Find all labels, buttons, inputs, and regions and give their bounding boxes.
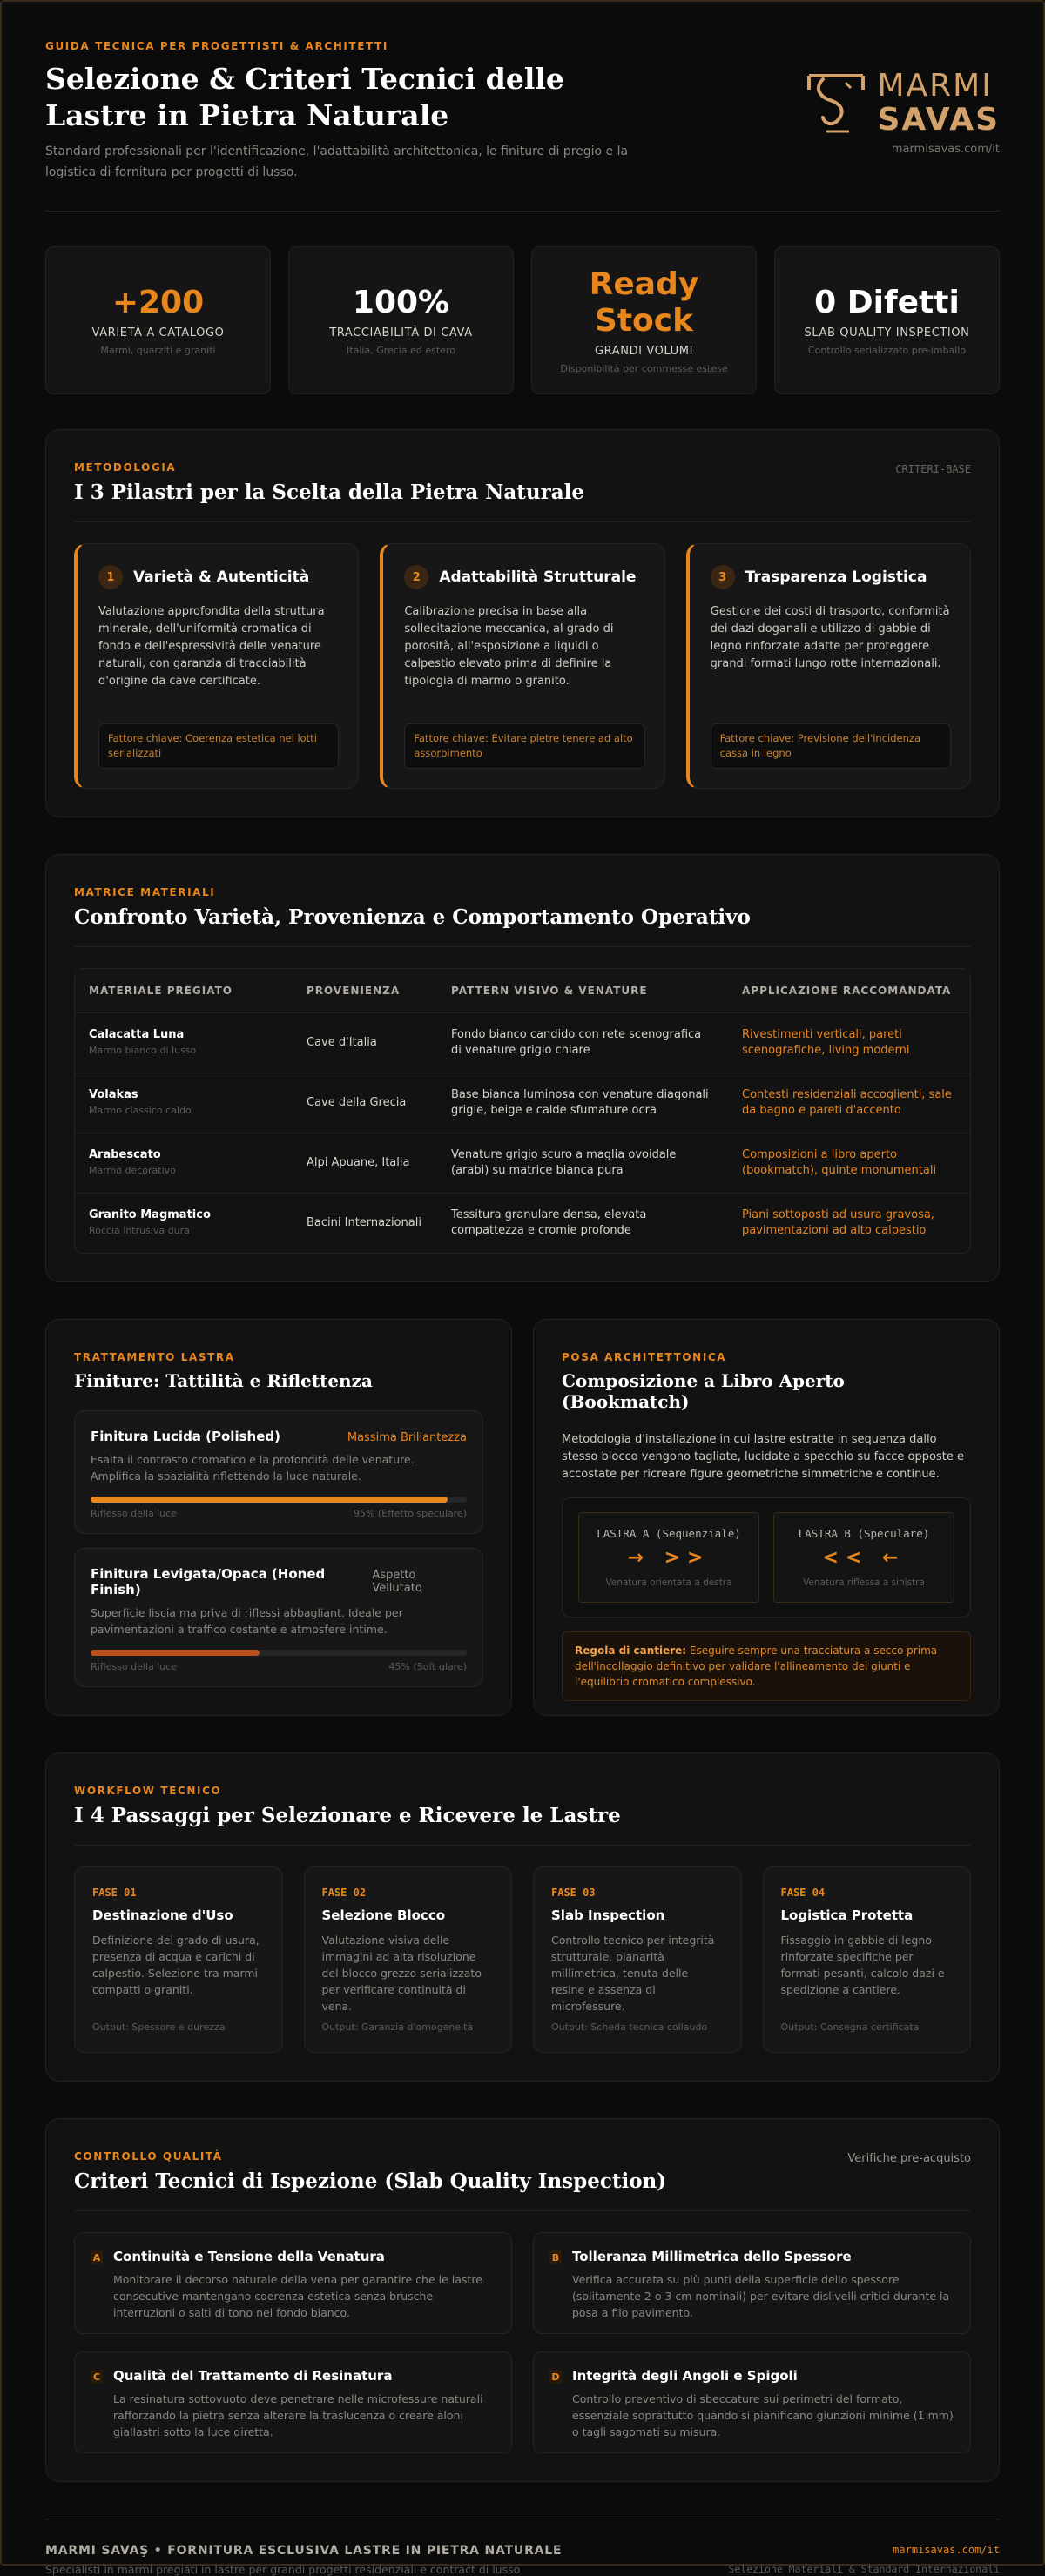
matrix-panel <box>45 854 1000 1282</box>
qc-letter: B <box>549 2250 562 2264</box>
material-sub: Roccia intrusiva dura <box>89 1225 190 1236</box>
header-eyebrow: GUIDA TECNICA PER PROGETTISTI & ARCHITETTI <box>45 40 388 52</box>
site-rule-label: Regola di cantiere: <box>575 1644 687 1657</box>
reflectance-bar-fill <box>91 1650 260 1656</box>
phase-output: Output: Spessore e durezza <box>92 2021 226 2033</box>
table-header-row <box>75 969 970 1013</box>
column-header: APPLICAZIONE RACCOMANDATA <box>728 969 970 1013</box>
phase-output: Output: Garanzia d'omogeneità <box>321 2021 474 2033</box>
stat-label: SLAB QUALITY INSPECTION <box>804 326 970 340</box>
column-header: MATERIALE PREGIATO <box>75 969 293 1013</box>
phase-text: Fissaggio in gabbie di legno rinforzate specifiche per formati pesanti, calcolo dazi e spedizione a cantiere. <box>780 1934 945 1996</box>
pillar-number: 1 <box>98 565 123 589</box>
stat-card <box>531 246 757 394</box>
qc-item-text: Monitorare il decorso naturale della vena per garantire che le lastre consecutive mantengano coerenza estetica senza brusche interruzioni o salti di tono nel fondo bianco. <box>113 2273 482 2319</box>
reflectance-bar-fill <box>91 1497 448 1503</box>
finish-head <box>91 1566 467 1597</box>
origin-cell: Cave della Grecia <box>293 1073 437 1133</box>
pillar-key-factor: Fattore chiave: Coerenza estetica nei lotti serializzati <box>98 723 339 769</box>
footer <box>45 2544 1000 2576</box>
pillar-head <box>404 565 644 589</box>
phase-output: Output: Scheda tecnica collaudo <box>551 2021 708 2033</box>
site-rule-note <box>562 1631 971 1701</box>
footer-brand: MARMI SAVAŞ • FORNITURA ESCLUSIVA LASTRE IN PIETRA NATURALE <box>45 2544 563 2558</box>
qc-item-text: Controllo preventivo di sbeccature sui perimetri del formato, essenziale soprattutto quando si pianificano giunzioni minime (1 mm) o tagli sagomati su misura. <box>572 2392 954 2438</box>
phase-card <box>763 1866 972 2053</box>
finishes-panel <box>45 1319 512 1716</box>
pillar-number: 2 <box>404 565 428 589</box>
origin-cell: Bacini Internazionali <box>293 1194 437 1254</box>
pillars-eyebrow: METODOLOGIA <box>74 461 177 474</box>
stat-label: GRANDI VOLUMI <box>594 345 694 358</box>
bookmatch-eyebrow: POSA ARCHITETTONICA <box>562 1351 727 1363</box>
pillars-panel <box>45 429 1000 817</box>
pillar-title: Varietà & Autenticità <box>133 568 310 586</box>
finish-title: Finitura Lucida (Polished) <box>91 1429 280 1444</box>
pattern-cell: Venature grigio scuro a maglia ovoidale (arabi) su matrice bianca pura <box>437 1133 728 1194</box>
phase-title: Selezione Blocco <box>321 1907 446 1923</box>
stat-card <box>774 246 1000 394</box>
phase-title: Destinazione d'Uso <box>92 1907 233 1923</box>
material-name: Granito Magmatico <box>89 1208 211 1221</box>
qc-head <box>74 2150 971 2193</box>
slab-label: LASTRA A (Sequenziale) <box>597 1527 741 1540</box>
qc-card <box>74 2232 512 2334</box>
brand-logo[interactable] <box>806 70 1000 156</box>
application-cell: Composizioni a libro aperto (bookmatch), quinte monumentali <box>728 1133 970 1194</box>
bar-label: Riflesso della luce <box>91 1661 178 1672</box>
table-row <box>75 1194 970 1254</box>
qc-item-text: La resinatura sottovuoto deve penetrare nelle microfessure naturali rafforzando la pietra senza alterare la traslucenza o creare aloni giallastri sotto la luce diretta. <box>113 2392 483 2438</box>
material-sub: Marmo decorativo <box>89 1165 176 1176</box>
qc-card <box>74 2351 512 2453</box>
material-name: Calacatta Luna <box>89 1028 185 1041</box>
logo-row <box>806 70 1000 138</box>
finishes-eyebrow: TRATTAMENTO LASTRA <box>74 1351 235 1363</box>
panel-divider <box>74 2210 971 2211</box>
pillars-list <box>74 543 971 789</box>
bookmatch-title: Composizione a Libro Aperto (Bookmatch) <box>562 1370 845 1412</box>
material-name: Arabescato <box>89 1148 161 1161</box>
finish-head <box>91 1429 467 1444</box>
phase-label: FASE 03 <box>551 1887 596 1899</box>
column-header: PATTERN VISIVO & VENATURE <box>437 969 728 1013</box>
qc-item-title: Qualità del Trattamento di Resinatura <box>113 2368 393 2384</box>
pattern-cell: Tessitura granulare densa, elevata compattezza e cromie profonde <box>437 1194 728 1254</box>
origin-cell: Cave d'Italia <box>293 1013 437 1073</box>
finish-card <box>74 1410 483 1534</box>
bookmatch-diagram <box>562 1497 971 1618</box>
bookmatch-panel <box>533 1319 1000 1716</box>
material-cell <box>75 1133 293 1194</box>
qc-item-title: Continuità e Tensione della Venatura <box>113 2249 385 2264</box>
qc-grid <box>74 2232 971 2453</box>
bar-value-label: 45% (Soft glare) <box>388 1661 467 1672</box>
stat-sub: Italia, Grecia ed estero <box>347 345 455 356</box>
qc-card <box>533 2232 971 2334</box>
pillar-card <box>380 543 664 789</box>
bar-labels <box>91 1661 467 1672</box>
material-sub: Marmo bianco di lusso <box>89 1045 197 1056</box>
pillar-key-factor: Fattore chiave: Previsione dell'incidenza cassa in legno <box>711 723 951 769</box>
panel-divider <box>74 1845 971 1846</box>
header-divider <box>45 211 1000 212</box>
phase-label: FASE 02 <box>321 1887 367 1899</box>
phase-card <box>533 1866 742 2053</box>
qc-item-text: Verifica accurata su più punti della superficie dello spessore (solitamente 2 o 3 cm nominali) per evitare dislivelli critici durante la posa a filo pavimento. <box>572 2273 950 2319</box>
pillars-head <box>74 461 971 504</box>
slab-label: LASTRA B (Speculare) <box>798 1527 930 1540</box>
phase-card <box>74 1866 283 2053</box>
pillar-title: Trasparenza Logistica <box>745 568 927 586</box>
pillar-number: 3 <box>711 565 735 589</box>
logo-word-top: MARMI <box>877 68 993 104</box>
phase-title: Logistica Protetta <box>780 1907 914 1923</box>
arrow-right-icon: → >> <box>627 1547 711 1569</box>
phase-text: Controllo tecnico per integrità strutturale, planarità millimetrica, tenuta delle resine e assenza di microfessure. <box>551 1934 715 2013</box>
bookmatch-text: Metodologia d'installazione in cui lastre estratte in sequenza dallo stesso blocco vengono tagliate, lucidate a specchio su facce opposte e accostate per ricreare figure geometriche simmetriche e continue. <box>562 1433 964 1481</box>
header-left <box>45 40 655 183</box>
phase-text: Valutazione visiva delle immagini ad alta risoluzione del blocco grezzo serializzato per verificare continuità di vena. <box>321 1934 482 2013</box>
stat-card <box>288 246 514 394</box>
finish-tag: Massima Brillantezza <box>347 1431 467 1444</box>
stat-label: TRACCIABILITÀ DI CAVA <box>329 326 473 340</box>
page-title <box>45 61 655 134</box>
phase-label: FASE 01 <box>92 1887 137 1899</box>
column-header: PROVENIENZA <box>293 969 437 1013</box>
stat-value: +200 <box>111 285 205 320</box>
qc-letter: A <box>91 2250 103 2264</box>
pillar-card <box>74 543 359 789</box>
qc-letter: C <box>91 2370 103 2384</box>
pillar-head <box>98 565 339 589</box>
pillar-text: Gestione dei costi di trasporto, conformità dei dazi doganali e utilizzo di gabbie di legno rinforzate adatte per proteggere grandi formati lungo rotte internazionali. <box>710 605 950 670</box>
finish-description: Esalta il contrasto cromatico e la profondità delle venature. Amplifica la spazialità riflettendo la luce naturale. <box>91 1453 415 1483</box>
matrix-eyebrow: MATRICE MATERIALI <box>74 886 216 898</box>
reflectance-bar <box>91 1650 467 1656</box>
application-cell: Contesti residenziali accoglienti, sale da bagno e pareti d'accento <box>728 1073 970 1133</box>
bar-value-label: 95% (Effetto speculare) <box>353 1508 467 1519</box>
stat-value: 100% <box>352 285 450 320</box>
workflow-title: I 4 Passaggi per Selezionare e Ricevere le Lastre <box>74 1804 621 1827</box>
pillar-card <box>686 543 971 789</box>
material-cell <box>75 1073 293 1133</box>
pattern-cell: Base bianca luminosa con venature diagonali grigie, beige e calde sfumature ocra <box>437 1073 728 1133</box>
stat-sub: Marmi, quarziti e graniti <box>100 345 216 356</box>
finishes-title: Finiture: Tattilità e Riflettenza <box>74 1370 373 1391</box>
page-subtitle: Standard professionali per l'identificazione, l'adattabilità architettonica, le finiture di pregio e la logistica di fornitura per progetti di lusso. <box>45 145 629 179</box>
phase-text: Definizione del grado di usura, presenza di acqua e carichi di calpestio. Selezione tra marmi compatti o graniti. <box>92 1934 260 1996</box>
header <box>45 40 1000 179</box>
stats-row <box>45 246 1000 394</box>
pattern-cell: Fondo bianco candido con rete scenografica di venature grigio chiare <box>437 1013 728 1073</box>
qc-title: Criteri Tecnici di Ispezione (Slab Quality Inspection) <box>74 2169 667 2193</box>
pillar-text: Valutazione approfondita della struttura minerale, dell'uniformità cromatica di fondo e dell'espressività delle venature naturali, con garanzia di tracciabilità d'origine da cave certificate. <box>98 605 325 688</box>
footer-link[interactable]: marmisavas.com/it <box>893 2544 1000 2556</box>
logo-text <box>877 70 1000 138</box>
matrix-title: Confronto Varietà, Provenienza e Comportamento Operativo <box>74 905 751 929</box>
stat-value: Ready Stock <box>589 266 699 339</box>
material-name: Volakas <box>89 1088 138 1101</box>
footer-standards: Selezione Materiali & Standard Internazionali <box>728 2563 1000 2575</box>
logo-url[interactable]: marmisavas.com/it <box>891 143 1000 156</box>
footer-description: Specialisti in marmi pregiati in lastre per grandi progetti residenziali e contract di lusso <box>45 2563 521 2576</box>
table-row <box>75 1013 970 1073</box>
application-cell: Piani sottoposti ad usura gravosa, pavimentazioni ad alto calpestio <box>728 1194 970 1254</box>
pillars-tag: CRITERI-BASE <box>895 463 971 475</box>
panel-divider <box>74 946 971 947</box>
qc-item-title: Integrità degli Angoli e Spigoli <box>572 2368 798 2384</box>
finish-description: Superficie liscia ma priva di riflessi abbagliant. Ideale per pavimentazioni a traffico costante e atmosfere intime. <box>91 1606 403 1636</box>
footer-right <box>728 2544 1000 2575</box>
page-title-line2: Lastre in Pietra Naturale <box>45 98 449 132</box>
stat-label: VARIETÀ A CATALOGO <box>91 326 225 340</box>
workflow-eyebrow: WORKFLOW TECNICO <box>74 1785 222 1797</box>
qc-tag: Verifiche pre-acquisto <box>847 2152 971 2165</box>
bar-label: Riflesso della luce <box>91 1508 178 1519</box>
material-cell <box>75 1013 293 1073</box>
slab-b <box>773 1512 954 1603</box>
pillars-title: I 3 Pilastri per la Scelta della Pietra Naturale <box>74 481 584 504</box>
page-title-line1: Selezione & Criteri Tecnici delle <box>45 62 564 96</box>
stat-value: 0 Difetti <box>814 285 960 320</box>
pillar-text: Calibrazione precisa in base alla sollecitazione meccanica, al grado di porosità, all'esposizione a liquidi o calpestio elevato prima di definire la tipologia di marmo o granito. <box>404 605 614 688</box>
finish-title: Finitura Levigata/Opaca (Honed Finish) <box>91 1566 326 1597</box>
slab-sub: Venatura orientata a destra <box>605 1577 732 1588</box>
qc-card <box>533 2351 971 2453</box>
marble-slab-logo-icon <box>806 71 866 137</box>
phase-output: Output: Consegna certificata <box>780 2021 920 2033</box>
stat-sub: Disponibilità per commesse estese <box>560 363 728 374</box>
qc-item-title: Tolleranza Millimetrica dello Spessore <box>572 2249 852 2264</box>
qc-letter: D <box>549 2370 562 2384</box>
reflectance-bar <box>91 1497 467 1503</box>
origin-cell: Alpi Apuane, Italia <box>293 1133 437 1194</box>
stat-sub: Controllo serializzato pre-imballo <box>807 345 967 356</box>
finish-tag: Aspetto Vellutato <box>372 1569 422 1595</box>
arrow-left-icon: << ← <box>822 1547 906 1569</box>
table-row <box>75 1073 970 1133</box>
phase-title: Slab Inspection <box>551 1907 665 1923</box>
application-cell: Rivestimenti verticali, pareti scenografiche, living moderni <box>728 1013 970 1073</box>
slab-a <box>578 1512 759 1603</box>
materials-table <box>74 968 971 1254</box>
pillar-key-factor: Fattore chiave: Evitare pietre tenere ad alto assorbimento <box>404 723 644 769</box>
workflow-panel <box>45 1752 1000 2082</box>
table-row <box>75 1133 970 1194</box>
qc-eyebrow: CONTROLLO QUALITÀ <box>74 2150 223 2162</box>
pillar-head <box>711 565 951 589</box>
bar-labels <box>91 1508 467 1519</box>
pillar-title: Adattabilità Strutturale <box>439 568 637 586</box>
two-column-section <box>45 1319 1000 1716</box>
slab-sub: Venatura riflessa a sinistra <box>803 1577 925 1588</box>
phase-label: FASE 04 <box>780 1887 826 1899</box>
phase-card <box>304 1866 513 2053</box>
material-cell <box>75 1194 293 1254</box>
panel-divider <box>74 521 971 522</box>
phase-list <box>74 1866 971 2053</box>
stat-card <box>45 246 271 394</box>
qc-panel <box>45 2118 1000 2482</box>
finish-card <box>74 1548 483 1687</box>
logo-word-bottom: SAVAS <box>877 102 1000 138</box>
material-sub: Marmo classico caldo <box>89 1105 192 1116</box>
site-rule-text: Eseguire sempre una tracciatura a secco prima dell'incollaggio definitivo per validare l'allineamento dei giunti e l'equilibrio cromatico complessivo. <box>575 1644 938 1688</box>
